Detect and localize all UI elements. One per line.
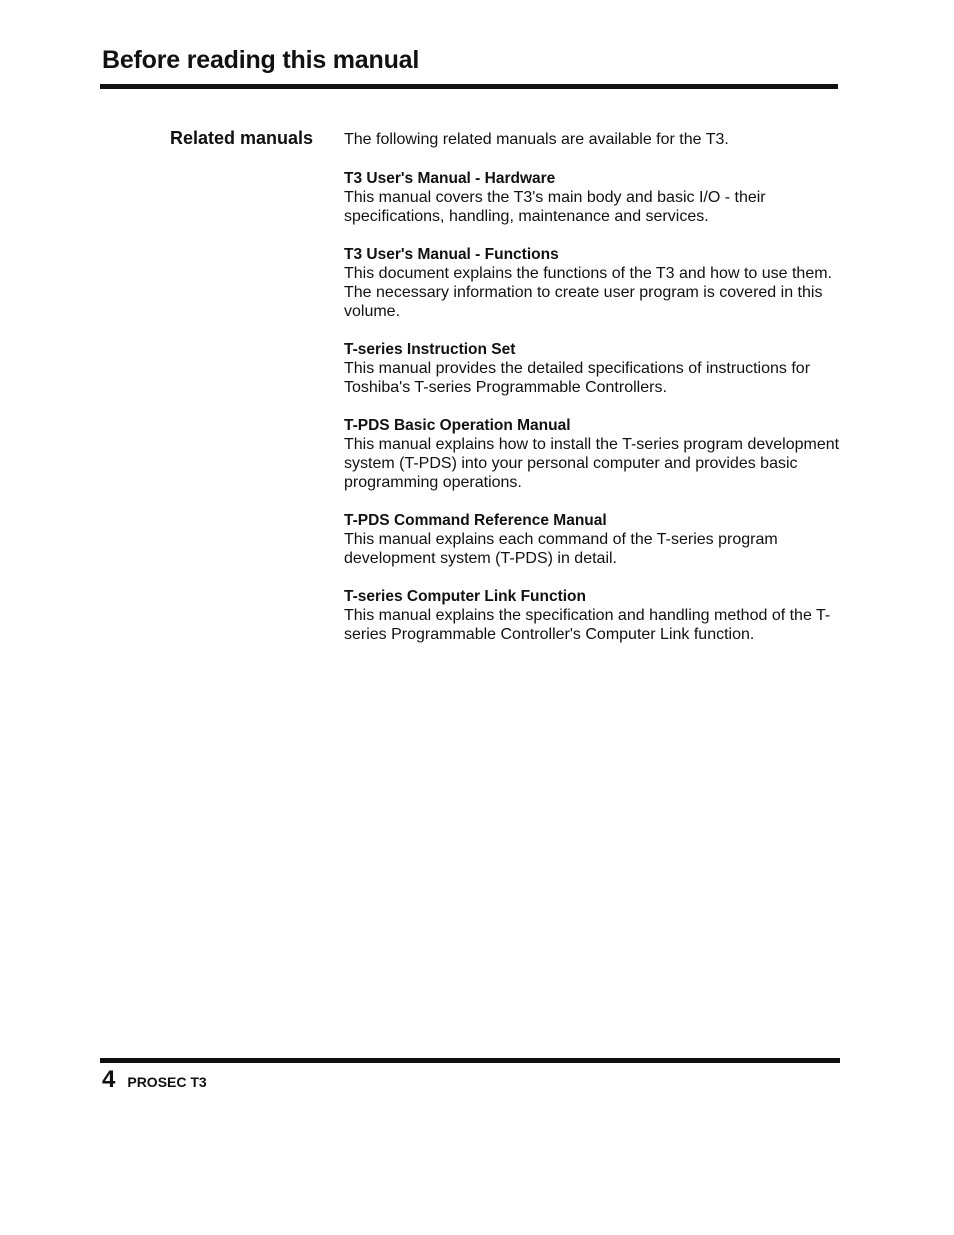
page-title: Before reading this manual bbox=[102, 46, 420, 74]
manual-entry-functions bbox=[344, 245, 840, 321]
manual-description: This document explains the functions of the T3 and how to use them. The necessary information to create user program is covered in this volume. bbox=[344, 265, 832, 320]
product-name: PROSEC T3 bbox=[127, 1074, 207, 1090]
manual-entry-basic-operation bbox=[344, 416, 840, 492]
manual-description: This manual provides the detailed specifications of instructions for Toshiba's T-series Programmable Controllers. bbox=[344, 360, 811, 396]
section-content bbox=[344, 130, 840, 663]
manual-entry-hardware bbox=[344, 169, 840, 226]
manual-title: T-series Computer Link Function bbox=[344, 588, 586, 605]
manual-title: T-PDS Basic Operation Manual bbox=[344, 417, 571, 434]
manual-title: T3 User's Manual - Hardware bbox=[344, 170, 556, 187]
manual-title: T3 User's Manual - Functions bbox=[344, 246, 559, 263]
page-footer bbox=[102, 1066, 207, 1094]
manual-description: This manual covers the T3's main body and basic I/O - their specifications, handling, maintenance and services. bbox=[344, 189, 766, 225]
page-number: 4 bbox=[102, 1066, 116, 1093]
manual-description: This manual explains the specification and handling method of the T-series Programmable Controller's Computer Link function. bbox=[344, 607, 831, 643]
manual-description: This manual explains how to install the T-series program development system (T-PDS) into your personal computer and provides basic programming operations. bbox=[344, 436, 840, 491]
manual-description: This manual explains each command of the T-series program development system (T-PDS) in detail. bbox=[344, 531, 778, 567]
manual-entry-command-reference bbox=[344, 511, 840, 568]
section-heading: Related manuals bbox=[170, 128, 314, 148]
manual-entry-computer-link bbox=[344, 587, 840, 644]
title-rule bbox=[100, 84, 838, 89]
manual-entry-instruction-set bbox=[344, 340, 840, 397]
manual-title: T-PDS Command Reference Manual bbox=[344, 512, 607, 529]
manual-title: T-series Instruction Set bbox=[344, 341, 516, 358]
footer-rule bbox=[100, 1058, 840, 1063]
intro-text: The following related manuals are available for the T3. bbox=[344, 131, 729, 148]
